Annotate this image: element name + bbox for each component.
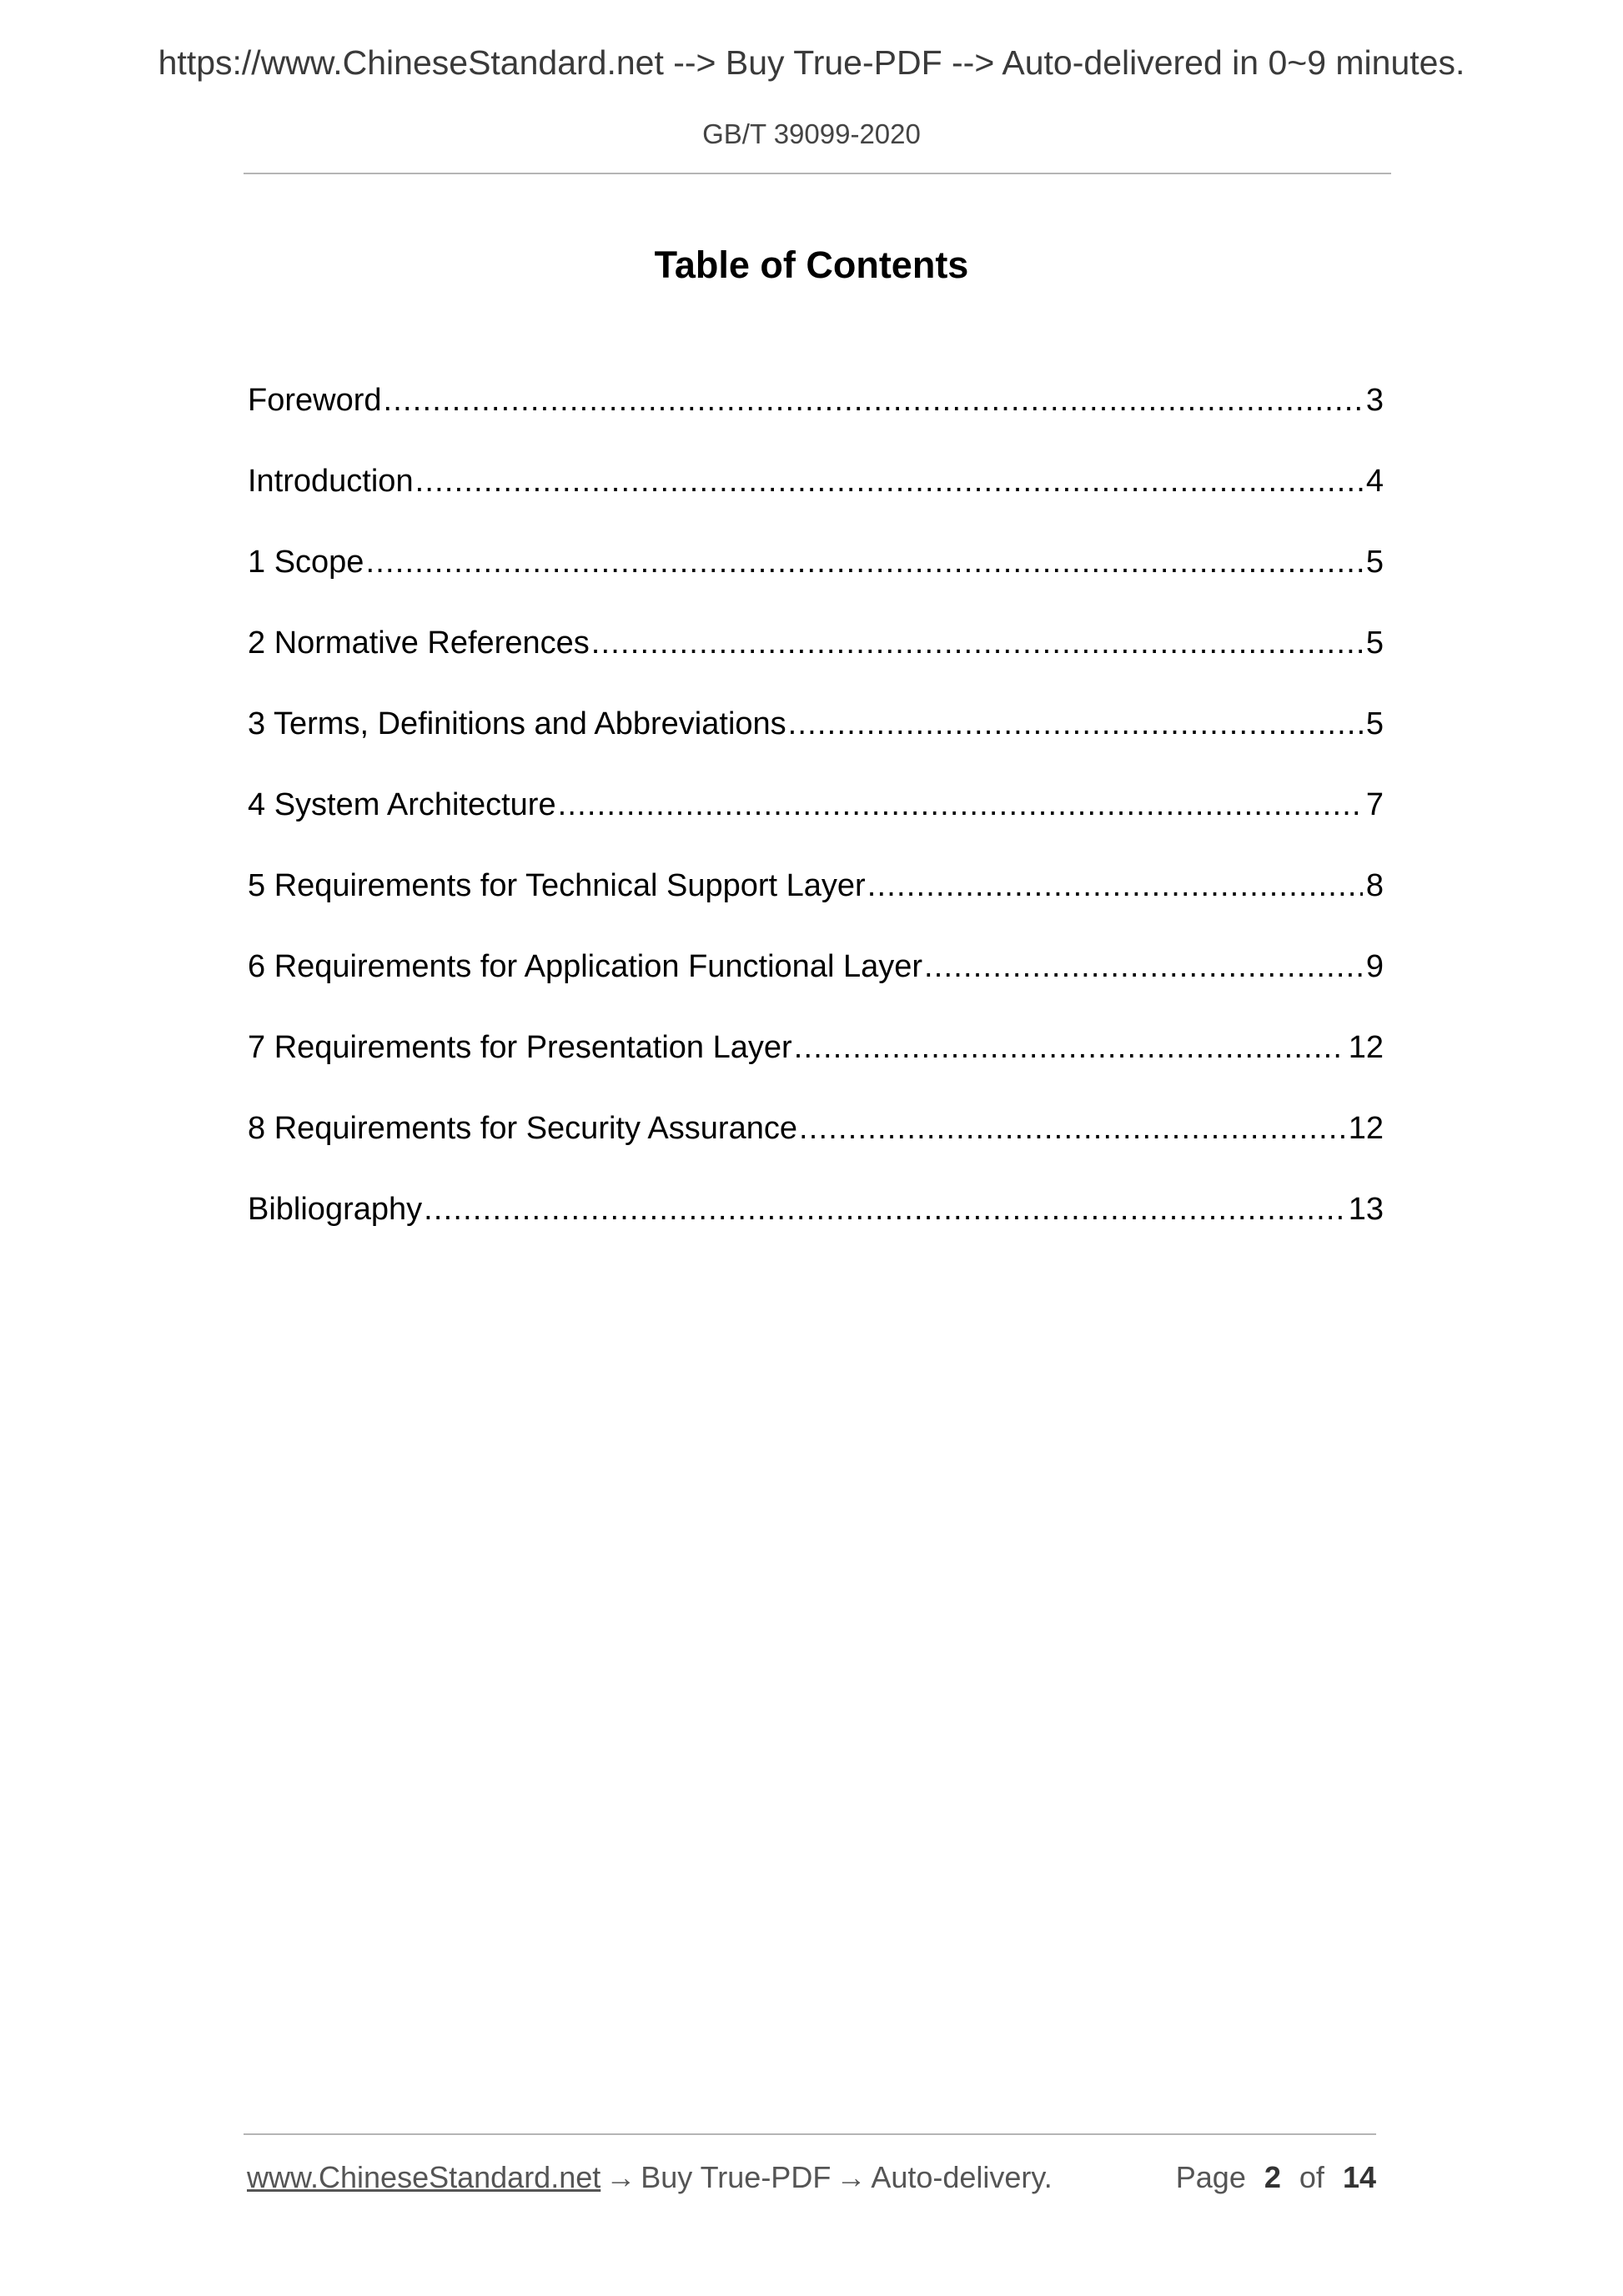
toc-entry-security-assurance[interactable] bbox=[248, 1108, 1384, 1188]
toc-entry-page: 8 bbox=[1365, 868, 1384, 903]
toc-entry-label: Foreword bbox=[248, 383, 382, 418]
toc-entry-scope[interactable] bbox=[248, 541, 1384, 622]
toc-entry-label: 1 Scope bbox=[248, 545, 364, 580]
toc-entry-page: 5 bbox=[1365, 545, 1384, 580]
toc-entry-system-architecture[interactable] bbox=[248, 784, 1384, 865]
toc-entry-page: 3 bbox=[1365, 383, 1384, 418]
toc-leader-dots bbox=[924, 946, 1363, 987]
toc-entry-label: 7 Requirements for Presentation Layer bbox=[248, 1030, 792, 1065]
arrow-right-icon: → bbox=[836, 2160, 867, 2194]
toc-entry-page: 4 bbox=[1365, 464, 1384, 499]
footer-buy-text: Buy True-PDF bbox=[641, 2160, 832, 2194]
toc-entry-introduction[interactable] bbox=[248, 460, 1384, 541]
toc-entry-label: 8 Requirements for Security Assurance bbox=[248, 1111, 797, 1146]
top-banner: https://www.ChineseStandard.net --> Buy True-PDF --> Auto-delivered in 0~9 minutes. bbox=[158, 43, 1465, 82]
header-divider bbox=[244, 173, 1391, 174]
standard-number: GB/T 39099-2020 bbox=[702, 118, 921, 149]
toc-leader-dots bbox=[799, 1108, 1345, 1149]
toc-entry-page: 7 bbox=[1365, 787, 1384, 822]
toc-entry-bibliography[interactable] bbox=[248, 1188, 1384, 1269]
toc-entry-presentation-layer[interactable] bbox=[248, 1027, 1384, 1108]
toc-entry-label: Introduction bbox=[248, 464, 414, 499]
toc-entry-label: 3 Terms, Definitions and Abbreviations bbox=[248, 706, 786, 741]
page-indicator bbox=[1176, 2160, 1376, 2195]
toc-entry-label: Bibliography bbox=[248, 1192, 423, 1227]
toc-entry-page: 13 bbox=[1348, 1192, 1384, 1227]
toc-entry-label: 6 Requirements for Application Functional Layer bbox=[248, 949, 923, 984]
toc-entry-page: 12 bbox=[1348, 1111, 1384, 1146]
toc-leader-dots bbox=[365, 541, 1362, 583]
toc-leader-dots bbox=[794, 1027, 1345, 1068]
toc-entry-label: 2 Normative References bbox=[248, 625, 590, 661]
toc-leader-dots bbox=[591, 622, 1363, 664]
toc-entry-normative-references[interactable] bbox=[248, 622, 1384, 703]
toc-entry-label: 5 Requirements for Technical Support Layer bbox=[248, 868, 866, 903]
toc-entry-foreword[interactable] bbox=[248, 379, 1384, 460]
toc-title: Table of Contents bbox=[654, 244, 969, 286]
toc-list bbox=[248, 379, 1384, 1269]
footer-promo bbox=[247, 2160, 1053, 2195]
toc-entry-page: 5 bbox=[1365, 625, 1384, 661]
toc-entry-label: 4 System Architecture bbox=[248, 787, 556, 822]
footer-divider bbox=[244, 2133, 1376, 2135]
of-word: of bbox=[1299, 2160, 1324, 2194]
toc-entry-terms-definitions[interactable] bbox=[248, 703, 1384, 784]
total-pages-number: 14 bbox=[1342, 2160, 1376, 2194]
footer-delivery-text: Auto-delivery. bbox=[871, 2160, 1053, 2194]
toc-leader-dots bbox=[424, 1188, 1345, 1230]
toc-entry-technical-support-layer[interactable] bbox=[248, 865, 1384, 946]
toc-leader-dots bbox=[384, 379, 1363, 421]
footer-website-link[interactable]: www.ChineseStandard.net bbox=[247, 2160, 601, 2194]
toc-entry-page: 5 bbox=[1365, 706, 1384, 741]
arrow-right-icon: → bbox=[605, 2160, 636, 2194]
page-word: Page bbox=[1175, 2160, 1246, 2194]
toc-entry-page: 9 bbox=[1365, 949, 1384, 984]
toc-leader-dots bbox=[558, 784, 1363, 826]
toc-leader-dots bbox=[788, 703, 1363, 745]
toc-entry-application-functional-layer[interactable] bbox=[248, 946, 1384, 1027]
current-page-number: 2 bbox=[1264, 2160, 1281, 2194]
toc-entry-page: 12 bbox=[1348, 1030, 1384, 1065]
toc-leader-dots bbox=[867, 865, 1363, 907]
toc-leader-dots bbox=[415, 460, 1363, 502]
